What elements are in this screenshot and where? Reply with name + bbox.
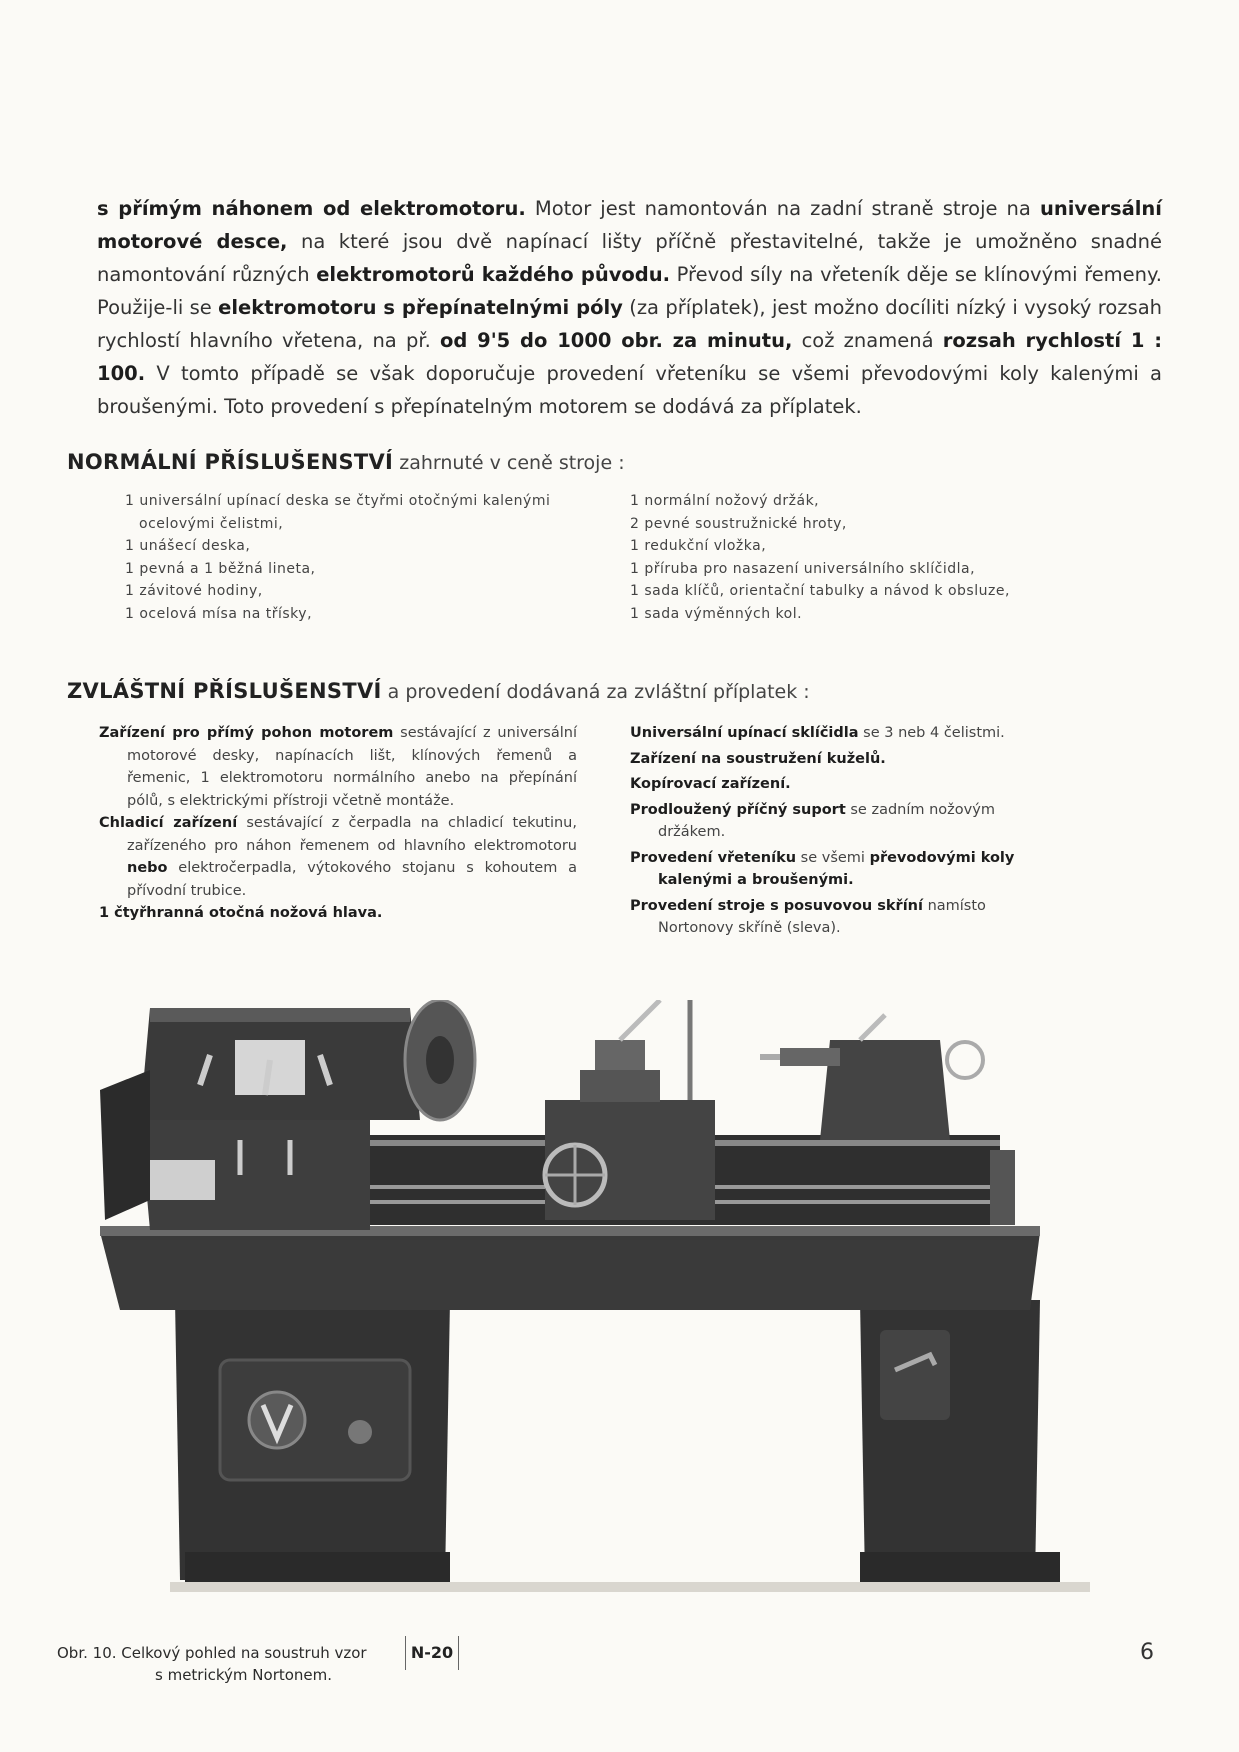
special-accessories-title: ZVLÁŠTNÍ PŘÍSLUŠENSTVÍ — [67, 679, 382, 703]
end-bearing — [990, 1150, 1015, 1225]
text-run: (za příplatek), jest možno docíliti nízký i vysoký rozsah rychlostí hlavního vřetena, na př. — [97, 295, 1162, 352]
bold-text-run: 1 čtyřhranná otočná nožová hlava. — [99, 905, 383, 921]
accessory-item: 1 sada výměnných kol. — [630, 605, 803, 622]
text-run: sestávající z čerpadla na chladicí tekutinu, zařízeného pro náhon řemenem od hlavního elektromotoru — [127, 815, 577, 854]
accessory-item: 2 pevné soustružnické hroty, — [630, 515, 847, 532]
normal-accessories-list-left — [125, 490, 580, 625]
special-accessory-item — [630, 722, 1040, 745]
headstock-top — [150, 1008, 410, 1022]
special-accessories-list-right — [630, 722, 1040, 943]
text-run: na které jsou dvě napínací lišty příčně přestavitelné, takže je umožněno snadné namontování různých — [97, 229, 1162, 286]
special-accessories-subtitle: a provedení dodávaná za zvláštní příplatek : — [381, 681, 810, 703]
bold-text-run: Provedení stroje s posuvovou skříní — [630, 897, 923, 914]
special-accessory-item — [630, 748, 1040, 771]
text-run: což znamená — [792, 328, 943, 352]
model-number-box: N-20 — [405, 1636, 459, 1670]
bold-text-run: universální motorové desce, — [97, 196, 1162, 253]
text-run: se všemi — [796, 849, 870, 866]
bold-text-run: rozsah rychlostí 1 : 100. — [97, 328, 1162, 385]
special-accessories-list-left — [99, 722, 577, 925]
special-accessory-item — [99, 902, 577, 925]
tool-post — [595, 1040, 645, 1070]
motor-cover — [880, 1330, 950, 1420]
accessory-item: 1 universální upínací deska se čtyřmi otočnými kalenými ocelovými čelistmi, — [125, 493, 551, 532]
special-accessory-item — [630, 799, 1040, 844]
text-run: se zadním nožovým držákem. — [658, 801, 995, 840]
left-pedestal-base — [185, 1552, 450, 1582]
feed-chart-plate — [150, 1160, 215, 1200]
figure-caption — [57, 1642, 367, 1686]
special-accessory-item — [630, 895, 1040, 940]
text-run: Motor jest namontován na zadní straně stroje na — [525, 196, 1040, 220]
door-knob — [348, 1420, 372, 1444]
accessory-item: 1 závitové hodiny, — [125, 583, 263, 599]
text-run: se 3 neb 4 čelistmi. — [858, 725, 1005, 741]
normal-accessories-list-right — [630, 490, 1060, 625]
text-run: elektročerpadla, výtokového stojanu s kohoutem a přívodní trubice. — [127, 860, 577, 899]
accessory-item: 1 pevná a 1 běžná lineta, — [125, 560, 316, 577]
belt-cover — [100, 1070, 150, 1220]
caption-line-1: Obr. 10. Celkový pohled na soustruh vzor — [57, 1644, 367, 1662]
normal-accessories-subtitle: zahrnuté v ceně stroje : — [393, 452, 625, 474]
special-accessory-item — [99, 722, 577, 812]
bold-text-run: nebo — [127, 860, 168, 876]
special-accessory-item — [630, 847, 1040, 892]
tailstock-quill — [780, 1048, 840, 1066]
right-pedestal-base — [860, 1552, 1060, 1582]
text-run: namísto Nortonovy skříně (sleva). — [658, 897, 986, 936]
accessory-item: 1 příruba pro nasazení universálního sklíčidla, — [630, 560, 976, 577]
cross-slide — [580, 1070, 660, 1102]
caption-line-2: s metrickým Nortonem. — [155, 1666, 333, 1684]
accessory-item: 1 unášecí deska, — [125, 538, 251, 554]
text-run: Převod síly na vřeteník děje se klínovými řemeny. Použije-li se — [97, 262, 1162, 319]
text-run: V tomto případě se však doporučuje provedení vřeteníku se všemi převodovými koly kalenými a broušenými. Toto provedení s přepínatelným motorem se dodává za příplatek. — [97, 361, 1162, 418]
bold-text-run: od 9'5 do 1000 obr. za minutu, — [439, 328, 793, 352]
bold-text-run: Kopírovací zařízení. — [630, 776, 791, 792]
bold-text-run: Chladicí zařízení — [99, 815, 238, 831]
accessory-item: 1 sada klíčů, orientační tabulky a návod k obsluze, — [630, 583, 1010, 599]
bold-text-run: Zařízení na soustružení kuželů. — [630, 750, 886, 767]
special-accessory-item — [99, 812, 577, 902]
chuck-center — [426, 1036, 454, 1084]
lathe-bed-tray — [100, 1232, 1040, 1310]
bold-text-run: Prodloužený příčný suport — [630, 801, 846, 818]
accessory-item: 1 ocelová mísa na třísky, — [125, 605, 313, 622]
accessory-item: 1 normální nožový držák, — [630, 493, 820, 509]
normal-accessories-heading — [67, 450, 625, 474]
lathe-illustration — [80, 1000, 1180, 1620]
bold-text-run: elektromotoru s přepínatelnými póly — [218, 295, 623, 319]
accessory-item: 1 redukční vložka, — [630, 538, 767, 554]
bold-text-run: převodovými koly kalenými a broušenými. — [658, 849, 1015, 888]
special-accessory-item — [630, 773, 1040, 796]
carriage-apron — [545, 1100, 715, 1220]
tailstock-handwheel — [947, 1042, 983, 1078]
tailstock-lock-lever — [860, 1015, 885, 1040]
tool-post-handle — [620, 1000, 660, 1040]
intro-paragraph — [97, 192, 1162, 423]
floor-shadow — [170, 1582, 1090, 1592]
text-run: sestávající z universální motorové desky, napínacích lišt, klínových řemenů a řemenic, 1 elektromotoru normálního anebo na přepínání pólů, s elektrickými přístroji včetně montáže. — [127, 725, 577, 809]
bold-text-run: Provedení vřeteníku — [630, 849, 797, 866]
special-accessories-heading — [67, 679, 810, 703]
bold-text-run: Zařízení pro přímý pohon motorem — [99, 725, 394, 741]
page-number: 6 — [1140, 1640, 1154, 1665]
bold-text-run: elektromotorů každého původu. — [316, 262, 671, 286]
bold-text-run: s přímým náhonem od elektromotoru. — [97, 196, 526, 220]
bold-text-run: Universální upínací sklíčidla — [630, 725, 859, 741]
normal-accessories-title: NORMÁLNÍ PŘÍSLUŠENSTVÍ — [67, 450, 394, 474]
